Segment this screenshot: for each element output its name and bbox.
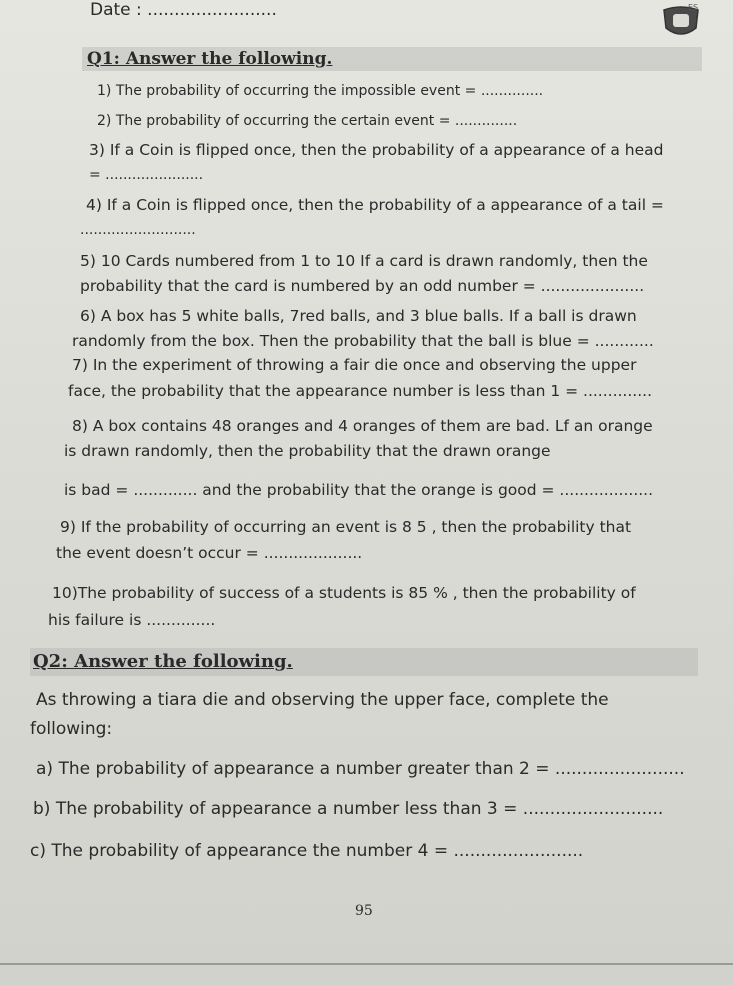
school-logo-icon — [658, 2, 704, 42]
q1-line-19: his failure is .............. — [48, 611, 216, 629]
q2-item-a: a) The probability of appearance a number greater than 2 = ........................ — [36, 759, 685, 779]
q1-line-12: face, the probability that the appearance number is less than 1 = .............. — [68, 382, 652, 400]
q2-intro-2: following: — [30, 719, 113, 739]
q1-line-5: 4) If a Coin is flipped once, then the probability of a appearance of a tail = — [86, 196, 664, 214]
q2-title: Q2: Answer the following. — [33, 651, 293, 672]
q1-line-16: 9) If the probability of occurring an event is 8 5 , then the probability that — [60, 518, 632, 536]
page-divider — [0, 963, 733, 965]
q1-line-2: 2) The probability of occurring the certain event = .............. — [97, 113, 518, 129]
q1-line-9: 6) A box has 5 white balls, 7red balls, and 3 blue balls. If a ball is drawn — [80, 307, 637, 325]
q2-intro-1: As throwing a tiara die and observing the upper face, complete the — [36, 690, 609, 710]
q1-line-7: 5) 10 Cards numbered from 1 to 10 If a card is drawn randomly, then the — [80, 252, 648, 270]
q1-line-10: randomly from the box. Then the probability that the ball is blue = ............ — [72, 332, 654, 350]
q1-line-8: probability that the card is numbered by an odd number = ..................... — [80, 277, 645, 295]
q1-line-1: 1) The probability of occurring the impossible event = .............. — [97, 83, 544, 99]
q1-line-15: is bad = ............. and the probability that the orange is good = ................... — [64, 481, 654, 499]
q1-line-4: = ...................... — [89, 167, 204, 183]
q1-line-18: 10)The probability of success of a students is 85 % , then the probability of — [52, 584, 636, 602]
q1-line-17: the event doesn’t occur = .................... — [56, 544, 363, 562]
date-field: Date : ........................ — [90, 0, 277, 20]
q2-item-b: b) The probability of appearance a number less than 3 = .......................... — [33, 799, 664, 819]
q1-line-3: 3) If a Coin is flipped once, then the probability of a appearance of a head — [89, 141, 664, 159]
q1-line-6: .......................... — [80, 222, 196, 238]
page-number: 95 — [355, 903, 373, 919]
q1-line-13: 8) A box contains 48 oranges and 4 oranges of them are bad. Lf an orange — [72, 417, 653, 435]
logo-text: ES — [688, 3, 699, 12]
q1-line-14: is drawn randomly, then the probability that the drawn orange — [64, 442, 551, 460]
q2-item-c: c) The probability of appearance the number 4 = ........................ — [30, 841, 584, 861]
q1-title: Q1: Answer the following. — [87, 49, 333, 69]
q1-line-11: 7) In the experiment of throwing a fair die once and observing the upper — [72, 356, 637, 374]
